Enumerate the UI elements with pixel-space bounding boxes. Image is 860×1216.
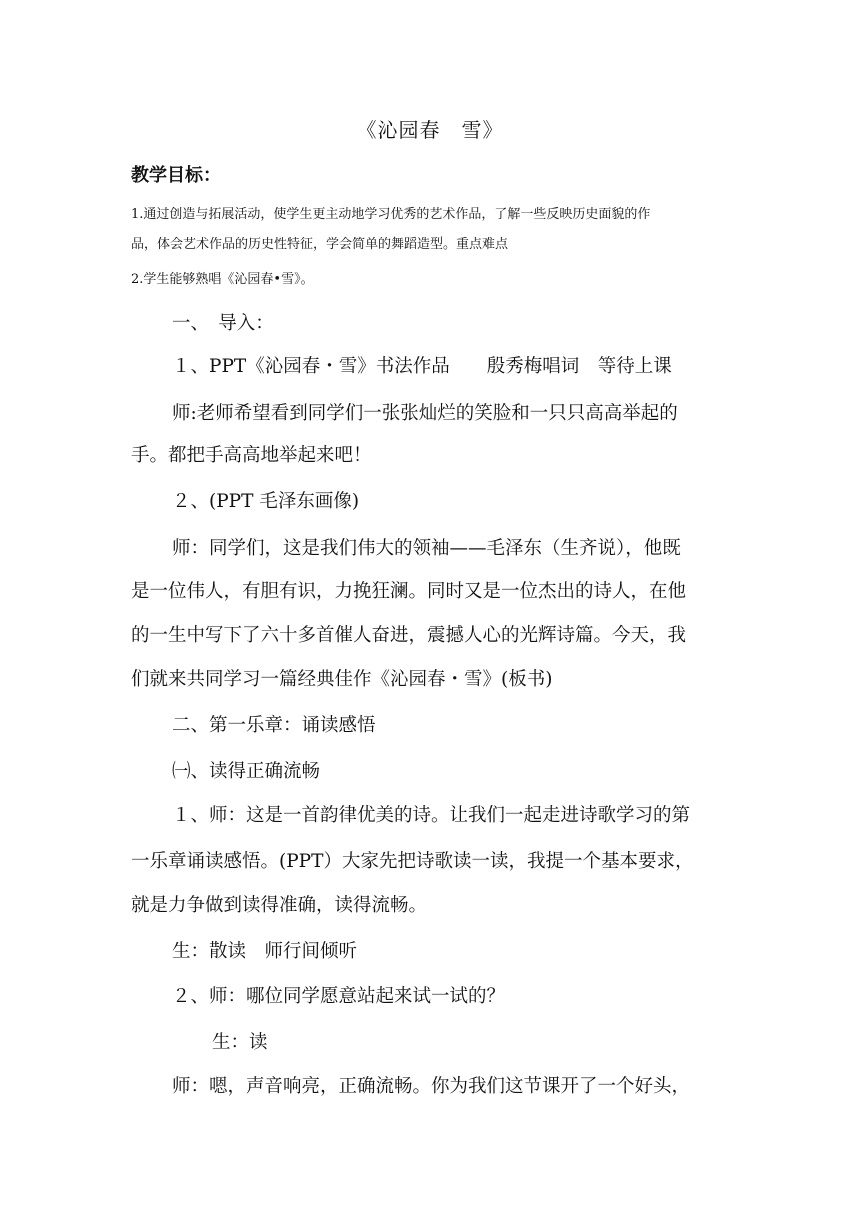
- item-3-line-2: 一乐章诵读感悟。(PPT）大家先把诗歌读一读，我提一个基本要求，: [131, 851, 694, 872]
- item-3-line-1: １、师：这是一首韵律优美的诗。让我们一起走进诗歌学习的第: [172, 805, 691, 826]
- objective-2: 2.学生能够熟唱《沁园春•雪》。: [131, 272, 314, 287]
- teacher-2-line-4: 们就来共同学习一篇经典佳作《沁园春・雪》(板书): [131, 669, 553, 690]
- item-2: ２、(PPT 毛泽东画像): [172, 491, 360, 512]
- item-3-line-3: 就是力争做到读得准确，读得流畅。: [131, 895, 428, 916]
- document-title: 《沁园春 雪》: [356, 118, 504, 142]
- section-2-heading: 二、第一乐章：诵读感悟: [172, 715, 376, 736]
- item-1: １、PPT《沁园春・雪》书法作品 殷秀梅唱词 等待上课: [172, 356, 672, 377]
- teacher-1-line-2: 手。都把手高高地举起来吧！: [131, 445, 372, 466]
- teacher-2-line-3: 的一生中写下了六十多首催人奋进，震撼人心的光辉诗篇。今天，我: [131, 625, 687, 646]
- student-1: 生：散读 师行间倾听: [172, 941, 358, 962]
- teacher-1-line-1: 师:老师希望看到同学们一张张灿烂的笑脸和一只只高高举起的: [172, 403, 678, 424]
- teacher-2-line-2: 是一位伟人，有胆有识，力挽狂澜。同时又是一位杰出的诗人，在他: [131, 581, 687, 602]
- objective-1-line-1: 1.通过创造与拓展活动，使学生更主动地学习优秀的艺术作品，了解一些反映历史面貌的作: [131, 207, 651, 222]
- section-1-heading: 一、 导入：: [172, 313, 274, 334]
- objective-1-line-2: 品，体会艺术作品的历史性特征，学会简单的舞蹈造型。重点难点: [131, 237, 509, 252]
- student-2: 生：读: [212, 1032, 268, 1053]
- objectives-heading: 教学目标：: [131, 165, 221, 186]
- subsection-1-heading: ㈠、读得正确流畅: [172, 761, 321, 782]
- item-4: ２、师：哪位同学愿意站起来试一试的？: [172, 986, 506, 1007]
- teacher-2-line-1: 师：同学们，这是我们伟大的领袖——毛泽东（生齐说），他既: [172, 538, 681, 559]
- teacher-3: 师：嗯，声音响亮，正确流畅。你为我们这节课开了一个好头，: [172, 1076, 691, 1097]
